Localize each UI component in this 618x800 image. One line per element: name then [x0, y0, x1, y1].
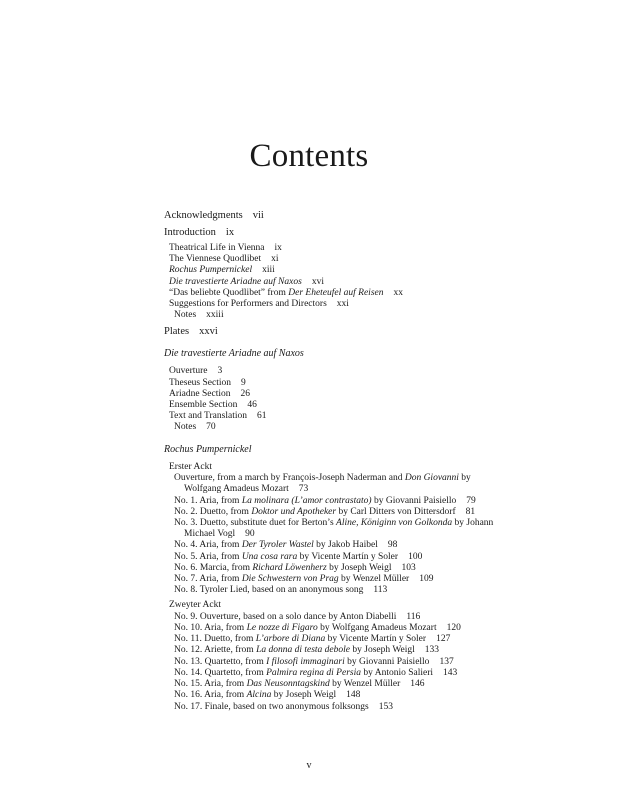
entry-work-title: La molinara (L’amor contrastato): [241, 495, 372, 506]
page-number: 46: [247, 400, 257, 411]
entry-work-title: Alcina: [246, 690, 272, 701]
toc-entry[interactable]: [174, 540, 564, 551]
toc-entry[interactable]: [169, 299, 564, 310]
toc-entry[interactable]: [174, 657, 564, 668]
entry-label: No. 2. Duetto, from: [174, 506, 252, 517]
page-number: 9: [241, 377, 246, 388]
toc-entry[interactable]: [174, 690, 564, 701]
entry-label: Acknowledgments: [164, 210, 243, 221]
page-number: 153: [378, 701, 393, 712]
page-number: 148: [346, 690, 361, 701]
entry-label-tail: by Vicente Martín y Soler: [297, 551, 399, 562]
entry-label-tail: by Giovanni Paisiello: [371, 495, 457, 506]
toc-entry[interactable]: [174, 422, 564, 433]
entry-label: Ensemble Section: [169, 400, 238, 411]
toc-entry[interactable]: [174, 702, 564, 713]
page-number: 61: [256, 411, 267, 422]
page-number: 79: [466, 495, 476, 506]
entry-label-tail: by Wenzel Müller: [338, 573, 410, 584]
entry-label: Suggestions for Performers and Directors: [169, 299, 327, 310]
entry-label: Ouverture: [169, 366, 208, 377]
entry-label: No. 13. Quartetto, from: [174, 656, 267, 667]
toc-entry[interactable]: [169, 366, 564, 377]
entry-label: No. 14. Quartetto, from: [174, 667, 267, 678]
toc-entry[interactable]: [169, 277, 564, 288]
page-number: ix: [225, 227, 235, 238]
toc-entry[interactable]: [174, 574, 564, 585]
toc-entry[interactable]: [174, 518, 564, 540]
entry-label: Notes: [174, 310, 197, 321]
page-number: ix: [274, 243, 282, 253]
toc-entry[interactable]: [174, 507, 564, 518]
entry-label: No. 12. Ariette, from: [174, 645, 257, 656]
entry-label: Plates: [164, 326, 190, 338]
page-number: 90: [245, 529, 255, 540]
toc-entry[interactable]: [174, 623, 564, 634]
page-number: 70: [206, 422, 216, 433]
page-number: 103: [401, 562, 416, 573]
toc-entry[interactable]: [169, 411, 564, 422]
entry-work-title: Das Neusonntagskind: [246, 679, 330, 690]
entry-label: No. 5. Aria, from: [174, 551, 242, 562]
entry-label-tail: by Joseph Weigl: [350, 645, 415, 656]
entry-label-tail: by Vicente Martín y Soler: [325, 634, 427, 645]
entry-label-tail: by Antonio Salieri: [361, 667, 434, 678]
toc-entry[interactable]: [174, 552, 564, 563]
entry-label: Die travestierte Ariadne auf Naxos: [169, 276, 302, 287]
entry-label: Text and Translation: [169, 411, 247, 422]
toc-entry-plates[interactable]: [164, 325, 564, 338]
page-number: xxi: [336, 299, 349, 310]
page-title: Contents: [249, 138, 369, 174]
page-number: 133: [424, 645, 440, 656]
page-number: 120: [446, 623, 461, 634]
toc-entry[interactable]: [174, 612, 564, 623]
toc-entry-acknowledgments[interactable]: [164, 209, 564, 222]
entry-label: “Das beliebte Quodlibet” from: [169, 287, 289, 298]
entry-work-title: Palmira regina di Persia: [266, 667, 361, 678]
act-heading: Erster Ackt: [169, 461, 213, 472]
page-number: xx: [393, 287, 403, 298]
toc-entry[interactable]: [169, 400, 564, 411]
entry-label: Theseus Section: [169, 377, 232, 388]
toc-entry-introduction[interactable]: [164, 226, 564, 239]
page-number: 113: [373, 585, 388, 596]
entry-label: No. 1. Aria, from: [174, 495, 242, 506]
entry-composer: Michael Vogl: [184, 529, 236, 540]
entry-work-title: I filosofi immaginari: [266, 656, 345, 667]
entry-work-title: Der Eheteufel auf Reisen: [288, 287, 384, 298]
page-number: 98: [387, 540, 398, 551]
act-heading: Zweyter Ackt: [169, 600, 221, 611]
entry-work-title: Der Tyroler Wastel: [241, 540, 314, 551]
page-number: 109: [419, 573, 434, 584]
entry-work-title: Le nozze di Figaro: [246, 623, 318, 634]
section-heading-ariadne: Die travestierte Ariadne auf Naxos: [164, 348, 304, 360]
entry-work-title: La donna di testa debole: [256, 645, 351, 656]
entry-label: No. 11. Duetto, from: [174, 634, 256, 645]
page-folio: v: [306, 760, 312, 771]
entry-work-title: Richard Löwenherz: [252, 562, 327, 573]
toc-entry[interactable]: [174, 310, 564, 321]
page-number: xxiii: [206, 310, 224, 321]
toc-entry[interactable]: [174, 634, 564, 645]
table-of-contents: [164, 209, 564, 713]
page-number: 100: [408, 551, 423, 562]
toc-entry[interactable]: [169, 288, 564, 299]
entry-label-tail: by: [458, 473, 471, 484]
entry-label: No. 4. Aria, from: [174, 540, 242, 551]
entry-label: No. 10. Aria, from: [174, 623, 247, 634]
entry-label-tail: by Johann: [452, 517, 494, 528]
entry-label-tail: by Giovanni Paisiello: [344, 656, 430, 667]
toc-entry[interactable]: [174, 563, 564, 574]
entry-label: Ouverture, from a march by François-Joseph Naderman and: [174, 473, 405, 484]
entry-work-title: Aline, Königinn von Golkonda: [336, 517, 453, 528]
toc-entry[interactable]: [169, 254, 564, 265]
page-number: 146: [410, 679, 425, 690]
entry-label: Rochus Pumpernickel: [169, 265, 253, 276]
page-number: 127: [436, 634, 451, 645]
entry-work-title: Una cosa rara: [241, 551, 298, 562]
entry-label: No. 16. Aria, from: [174, 690, 247, 701]
entry-label: Ariadne Section: [169, 388, 231, 399]
entry-work-title: Die Schwestern von Prag: [241, 573, 339, 584]
entry-label-tail: by Carl Ditters von Dittersdorf: [336, 506, 456, 517]
page-number: xiii: [262, 265, 275, 276]
page-number: 116: [406, 611, 421, 622]
entry-label-tail: by Joseph Weigl: [326, 562, 392, 573]
entry-label-tail: by Wolfgang Amadeus Mozart: [317, 623, 437, 634]
page-number: xvi: [311, 276, 324, 287]
entry-label: Introduction: [164, 227, 216, 238]
entry-work-title: Doktor und Apotheker: [251, 506, 337, 517]
page-number: 3: [217, 366, 223, 377]
section-heading-rochus: Rochus Pumpernickel: [164, 443, 252, 455]
entry-label: No. 15. Aria, from: [174, 679, 247, 690]
entry-label: No. 9. Ouverture, based on a solo dance by Anton Diabelli: [174, 611, 397, 622]
page-number: 81: [465, 506, 476, 517]
entry-label-tail: by Joseph Weigl: [271, 690, 337, 701]
page-number: xxvi: [199, 326, 218, 338]
entry-label: No. 3. Duetto, substitute duet for Berton’s: [174, 517, 337, 528]
page-number: 137: [439, 656, 454, 667]
entry-label: No. 17. Finale, based on two anonymous folksongs: [174, 701, 369, 712]
toc-entry[interactable]: [174, 585, 564, 596]
toc-entry[interactable]: [174, 473, 564, 495]
page-number: 26: [240, 388, 250, 399]
entry-label: No. 7. Aria, from: [174, 573, 242, 584]
toc-entry[interactable]: [174, 679, 564, 690]
entry-label: Theatrical Life in Vienna: [169, 243, 265, 253]
entry-label: The Viennese Quodlibet: [169, 254, 262, 265]
page-number: vii: [252, 210, 264, 221]
entry-work-title: Don Giovanni: [404, 473, 459, 484]
entry-label-tail: by Jakob Haibel: [313, 540, 378, 551]
toc-entry[interactable]: [169, 243, 564, 254]
toc-entry[interactable]: [169, 389, 564, 400]
entry-label: Notes: [174, 422, 197, 433]
entry-composer: Wolfgang Amadeus Mozart: [184, 484, 289, 495]
entry-label-tail: by Wenzel Müller: [329, 679, 401, 690]
toc-entry[interactable]: [174, 496, 564, 507]
page-number: xi: [271, 254, 279, 265]
toc-entry[interactable]: [169, 378, 564, 389]
toc-entry[interactable]: [174, 645, 564, 656]
entry-label: No. 6. Marcia, from: [174, 562, 253, 573]
page-number: 73: [298, 484, 309, 495]
toc-entry[interactable]: [174, 668, 564, 679]
toc-entry[interactable]: [169, 265, 564, 276]
page-number: 143: [443, 667, 458, 678]
entry-label: No. 8. Tyroler Lied, based on an anonymous song: [174, 585, 364, 596]
entry-work-title: L’arbore di Diana: [255, 634, 326, 645]
